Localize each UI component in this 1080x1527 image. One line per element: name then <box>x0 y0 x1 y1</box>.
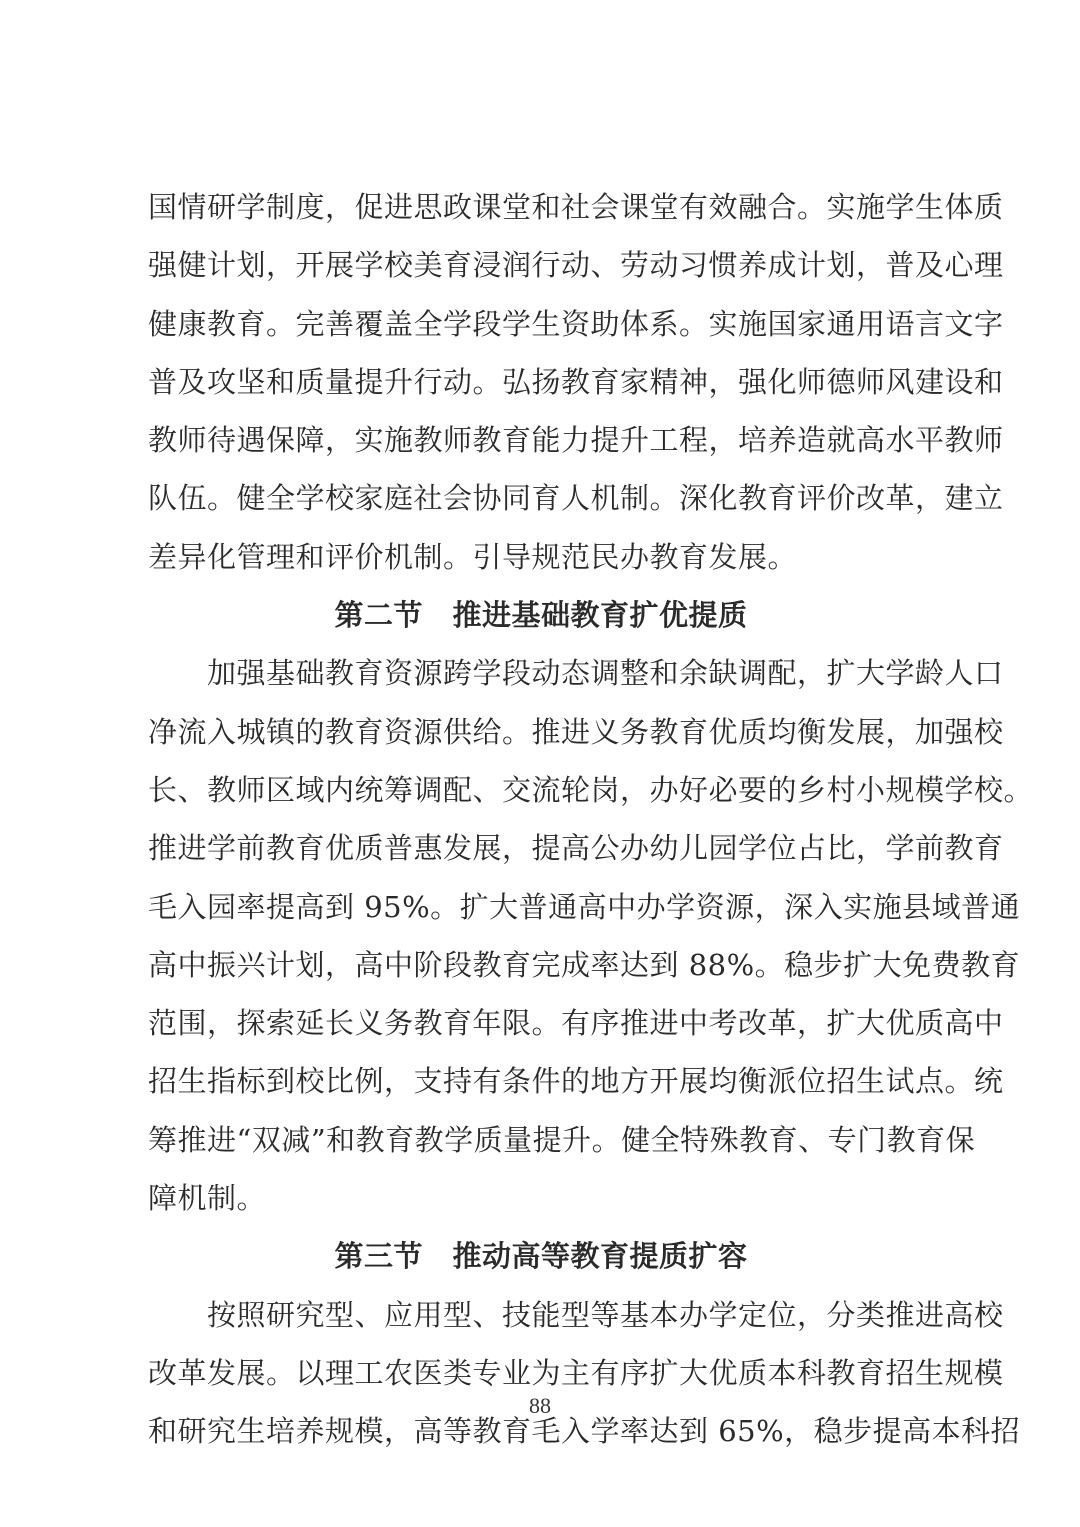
text-line: 和研究生培养规模，高等教育毛入学率达到 65%，稳步提高本科招 <box>148 1414 1021 1449</box>
text-line: 净流入城镇的教育资源供给。推进义务教育优质均衡发展，加强校 <box>148 714 1004 749</box>
text-line: 筹推进“双减”和教育教学质量提升。健全特殊教育、专门教育保 <box>148 1122 976 1157</box>
text-line: 招生指标到校比例，支持有条件的地方开展均衡派位招生试点。统 <box>148 1064 1004 1099</box>
text-line: 教师待遇保障，实施教师教育能力提升工程，培养造就高水平教师 <box>148 423 1004 458</box>
text-line: 高中振兴计划，高中阶段教育完成率达到 88%。稳步扩大免费教育 <box>148 947 1021 982</box>
text-line: 推进学前教育优质普惠发展，提高公办幼儿园学位占比，学前教育 <box>148 831 1004 866</box>
paragraph <box>148 1286 1021 1461</box>
paragraph <box>148 178 1004 586</box>
text-line: 差异化管理和评价机制。引导规范民办教育发展。 <box>148 539 798 574</box>
text-line: 健康教育。完善覆盖全学段学生资助体系。实施国家通用语言文字 <box>148 306 1004 341</box>
text-line: 普及攻坚和质量提升行动。弘扬教育家精神，强化师德师风建设和 <box>148 364 1004 399</box>
section-heading: 第三节 推动高等教育提质扩容 <box>334 1239 748 1274</box>
text-line: 国情研学制度，促进思政课堂和社会课堂有效融合。实施学生体质 <box>148 190 1004 224</box>
text-line: 范围，探索延长义务教育年限。有序推进中考改革，扩大优质高中 <box>148 1006 1004 1041</box>
text-line: 改革发展。以理工农医类专业为主有序扩大优质本科教育招生规模 <box>148 1355 1004 1390</box>
text-line: 队伍。健全学校家庭社会协同育人机制。深化教育评价改革，建立 <box>148 481 1004 516</box>
text-line: 按照研究型、应用型、技能型等基本办学定位，分类推进高校 <box>148 1297 1004 1332</box>
text-line: 障机制。 <box>148 1181 267 1216</box>
page-number: 88 <box>529 1393 551 1418</box>
text-line: 强健计划，开展学校美育浸润行动、劳动习惯养成计划，普及心理 <box>148 248 1004 283</box>
text-line: 毛入园率提高到 95%。扩大普通高中办学资源，深入实施县域普通 <box>148 889 1021 924</box>
document-body <box>148 178 1034 1461</box>
text-line: 加强基础教育资源跨学段动态调整和余缺调配，扩大学龄人口 <box>148 656 1004 691</box>
section-heading: 第二节 推进基础教育扩优提质 <box>334 598 748 633</box>
text-line: 长、教师区域内统筹调配、交流轮岗，办好必要的乡村小规模学校。 <box>148 772 1034 807</box>
paragraph <box>148 644 1034 1227</box>
